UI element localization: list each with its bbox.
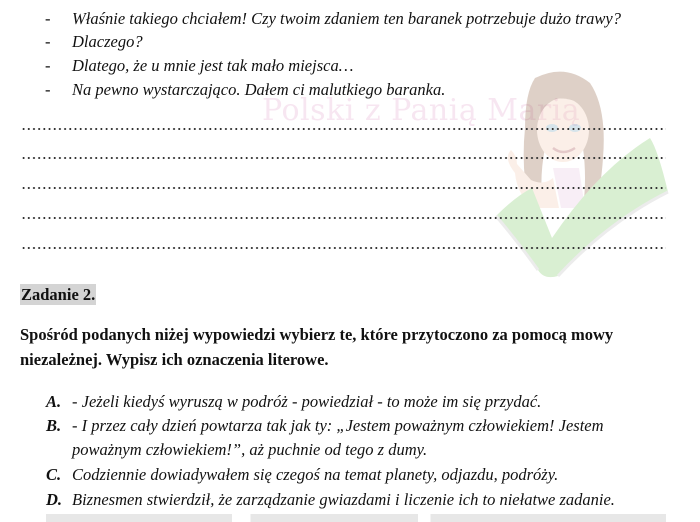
cut-off-next-line [46, 514, 666, 522]
option-letter: C. [46, 465, 62, 484]
dash: - [45, 80, 51, 99]
checkmark-icon [488, 130, 678, 280]
option-text: Biznesmen stwierdził, że zarządzanie gwiazdami i liczenie ich to niełatwe zadanie. [72, 490, 615, 509]
answer-line-5[interactable] [21, 247, 666, 249]
dash: - [45, 56, 51, 75]
answer-line-4[interactable] [21, 217, 666, 219]
option-letter: A. [46, 392, 62, 411]
option-text: Codziennie dowiadywałem się czegoś na temat planety, odjazdu, podróży. [72, 465, 559, 484]
task-title: Zadanie 2. [21, 285, 96, 304]
answer-line-1[interactable] [21, 128, 666, 130]
option-letter: D. [46, 490, 63, 509]
avatar-thumbs-up-icon [495, 68, 625, 218]
answer-line-2[interactable] [21, 157, 666, 159]
dialogue-text: Dlatego, że u mnie jest tak mało miejsca… [72, 56, 354, 75]
option-letter: B. [46, 416, 62, 435]
task-instruction: Spośród podanych niżej wypowiedzi wybierz te, które przytoczono za pomocą mowy niezależnej. Wypisz ich oznaczenia literowe. [20, 325, 614, 369]
dash: - [45, 9, 51, 28]
option-text: - I przez cały dzień powtarza tak jak ty: „Jestem poważnym człowiekiem! Jestem [72, 416, 604, 435]
dialogue-text: Na pewno wystarczająco. Dałem ci malutkiego baranka. [72, 80, 446, 99]
option-text: poważnym człowiekiem!”, aż puchnie od tego z dumy. [72, 440, 428, 459]
dialogue-text: Właśnie takiego chciałem! Czy twoim zdaniem ten baranek potrzebuje dużo trawy? [72, 9, 621, 28]
dash: - [45, 32, 51, 51]
dialogue-text: Dlaczego? [72, 32, 143, 51]
answer-line-3[interactable] [21, 187, 666, 189]
option-text: - Jeżeli kiedyś wyruszą w podróż - powiedział - to może im się przydać. [72, 392, 542, 411]
watermark-text: Polski z Panią Marią [262, 93, 581, 128]
